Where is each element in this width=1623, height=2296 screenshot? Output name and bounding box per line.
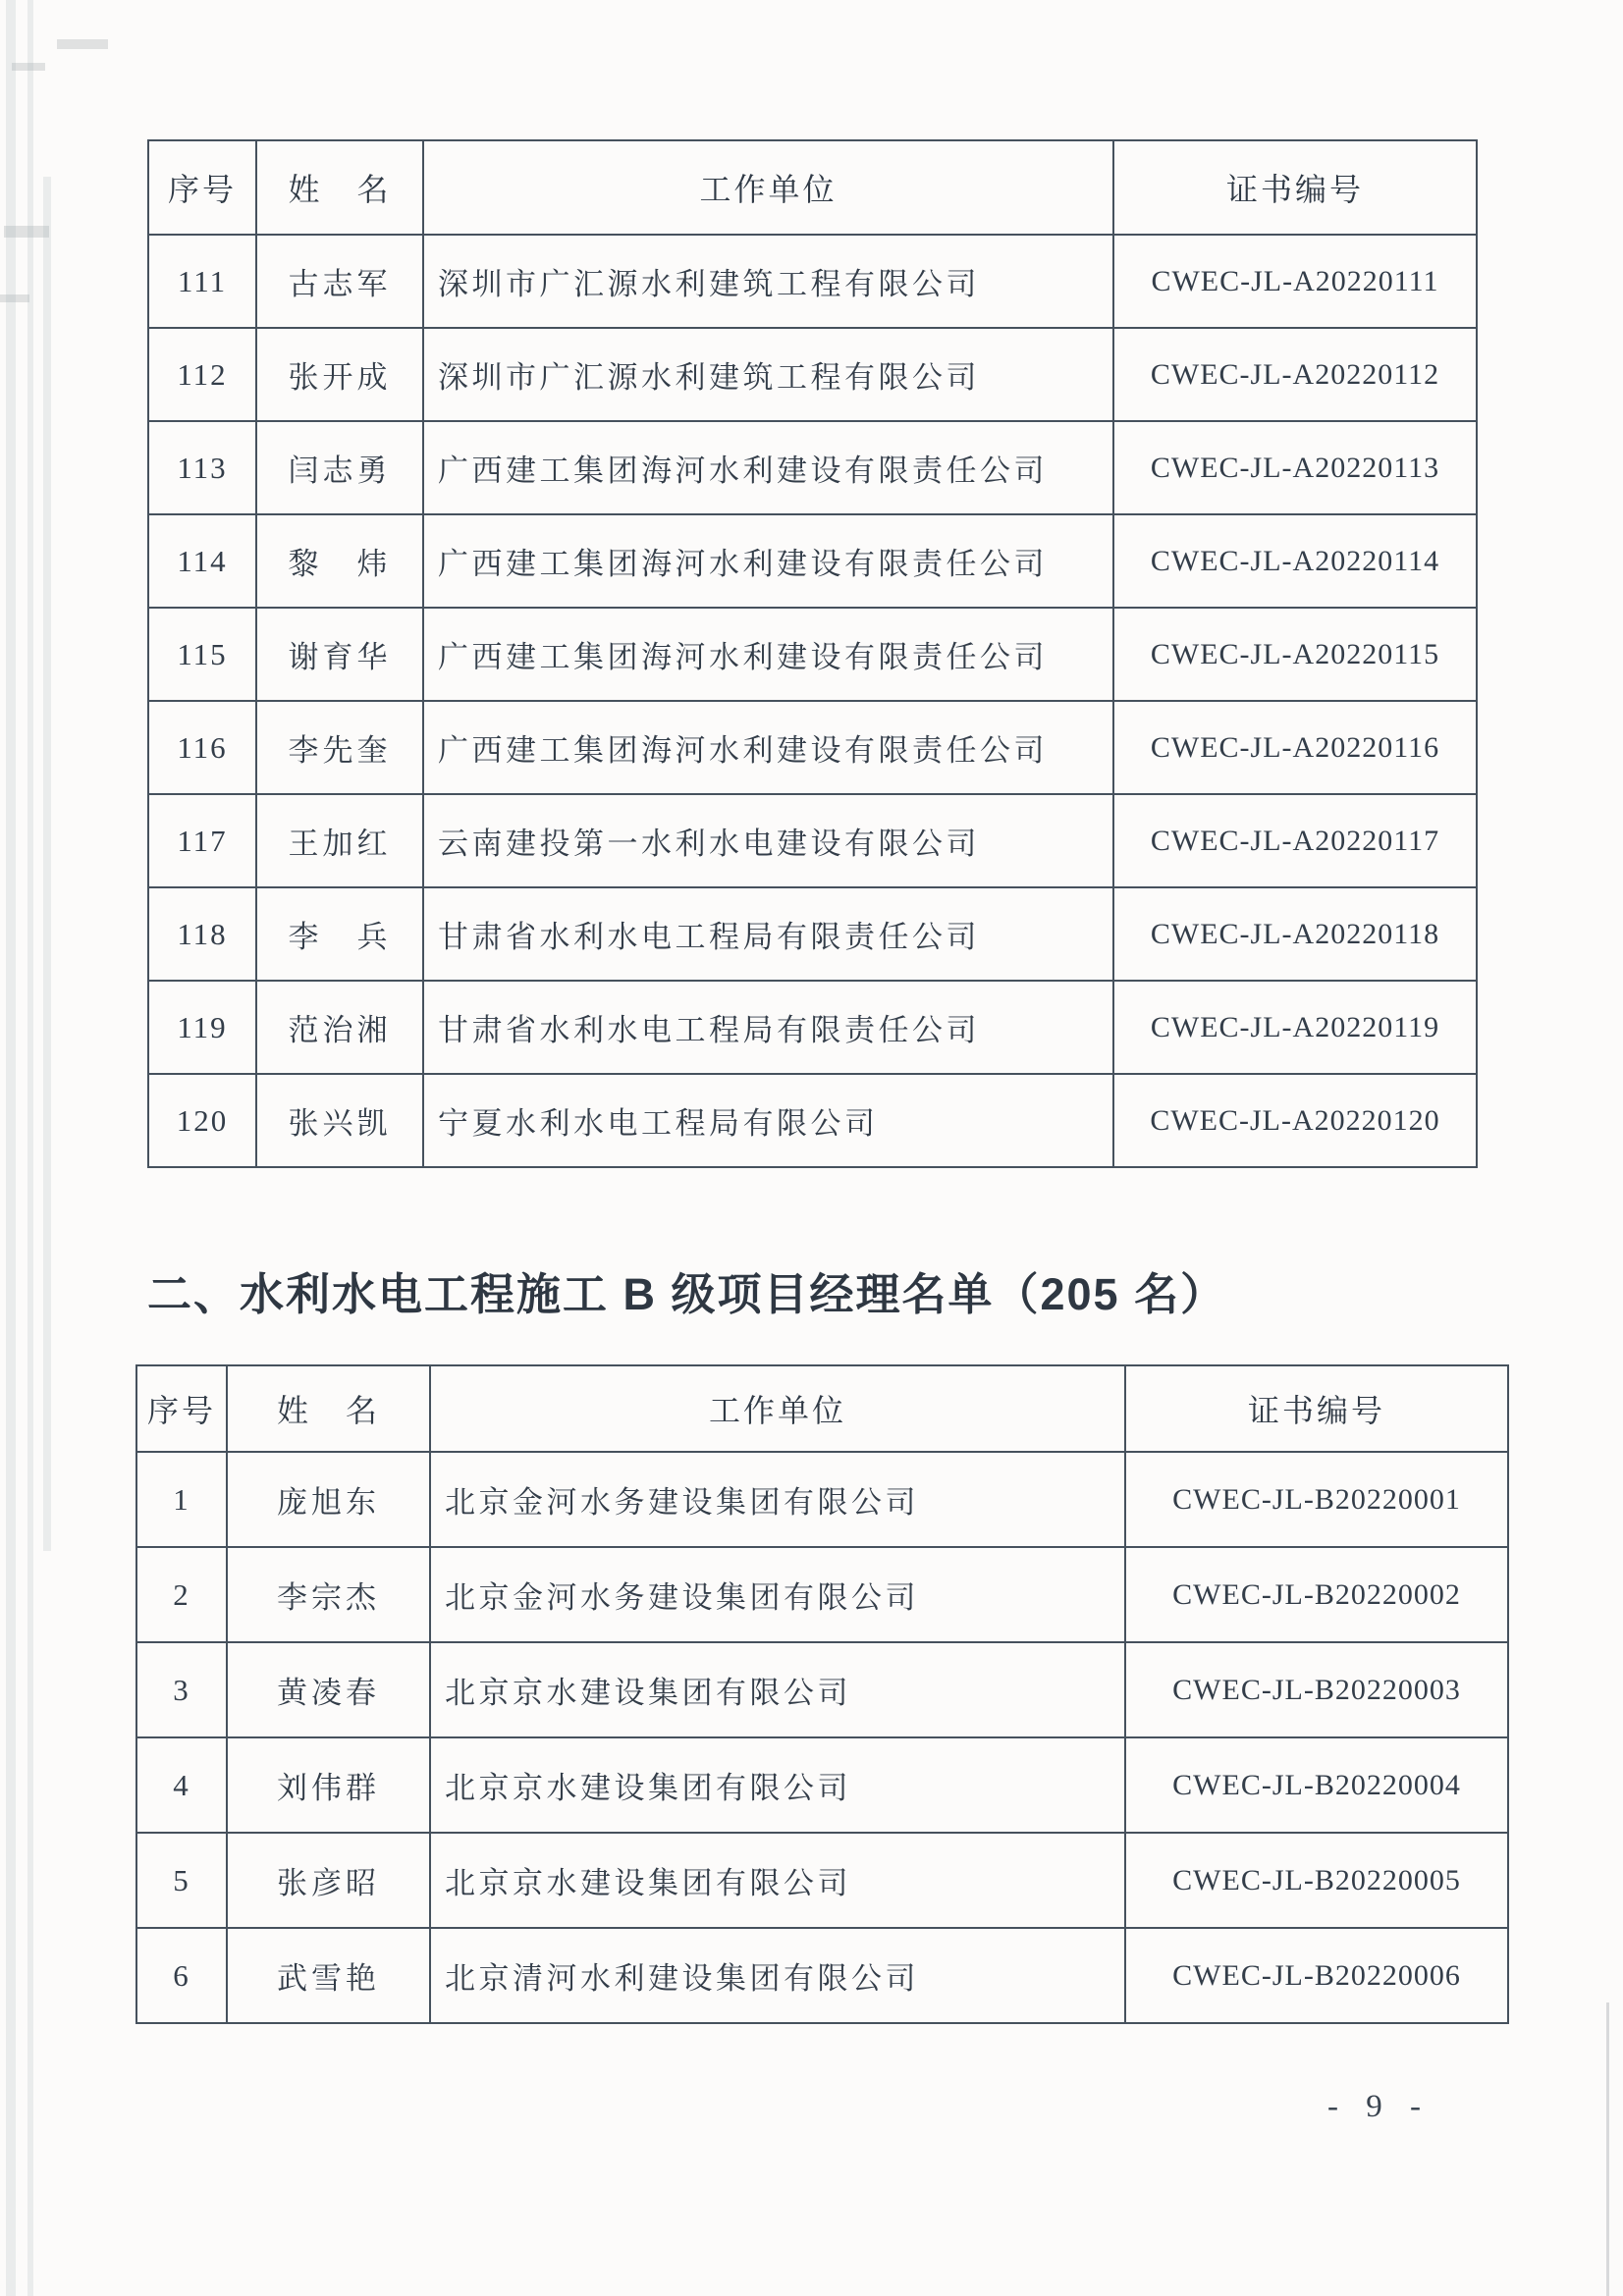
- page-number: - 9 -: [1327, 2089, 1431, 2124]
- table-header-row: [136, 1365, 1508, 1452]
- header-unit: 工作单位: [423, 140, 1113, 235]
- scan-mark: [4, 226, 49, 238]
- table-row: [148, 328, 1477, 421]
- row-no-cell: 113: [148, 421, 256, 514]
- row-cert-cell: CWEC-JL-A20220111: [1113, 235, 1477, 328]
- table-row: [136, 1928, 1508, 2023]
- table-row: [148, 887, 1477, 981]
- row-unit-cell: 北京清河水利建设集团有限公司: [430, 1928, 1125, 2023]
- row-name-cell: 庞旭东: [227, 1452, 430, 1547]
- row-no-cell: 6: [136, 1928, 227, 2023]
- scan-edge-line: [1606, 2002, 1609, 2296]
- scan-streak: [43, 177, 51, 1551]
- row-name-cell: 武雪艳: [227, 1928, 430, 2023]
- row-no-cell: 114: [148, 514, 256, 608]
- table-row: [148, 701, 1477, 794]
- row-name-cell: 古志军: [256, 235, 423, 328]
- row-cert-cell: CWEC-JL-B20220002: [1125, 1547, 1508, 1642]
- scan-mark: [57, 39, 108, 49]
- row-unit-cell: 北京京水建设集团有限公司: [430, 1833, 1125, 1928]
- row-name-cell: 张开成: [256, 328, 423, 421]
- row-unit-cell: 北京京水建设集团有限公司: [430, 1737, 1125, 1833]
- scan-mark: [12, 63, 45, 71]
- row-cert-cell: CWEC-JL-A20220119: [1113, 981, 1477, 1074]
- row-unit-cell: 云南建投第一水利水电建设有限公司: [423, 794, 1113, 887]
- table-row: [148, 514, 1477, 608]
- row-no-cell: 112: [148, 328, 256, 421]
- row-name-cell: 李先奎: [256, 701, 423, 794]
- row-cert-cell: CWEC-JL-A20220117: [1113, 794, 1477, 887]
- header-name: 姓 名: [227, 1365, 430, 1452]
- row-cert-cell: CWEC-JL-A20220115: [1113, 608, 1477, 701]
- table-header-row: [148, 140, 1477, 235]
- row-no-cell: 116: [148, 701, 256, 794]
- table-row: [148, 981, 1477, 1074]
- scan-streak: [27, 0, 33, 2296]
- table-row: [148, 608, 1477, 701]
- row-unit-cell: 广西建工集团海河水利建设有限责任公司: [423, 514, 1113, 608]
- row-no-cell: 4: [136, 1737, 227, 1833]
- row-name-cell: 黎 炜: [256, 514, 423, 608]
- row-no-cell: 2: [136, 1547, 227, 1642]
- row-unit-cell: 广西建工集团海河水利建设有限责任公司: [423, 608, 1113, 701]
- grade-b-manager-table: [135, 1364, 1509, 2024]
- row-cert-cell: CWEC-JL-A20220118: [1113, 887, 1477, 981]
- row-name-cell: 谢育华: [256, 608, 423, 701]
- table-row: [136, 1737, 1508, 1833]
- header-unit: 工作单位: [430, 1365, 1125, 1452]
- row-name-cell: 范治湘: [256, 981, 423, 1074]
- header-cert: 证书编号: [1125, 1365, 1508, 1452]
- row-unit-cell: 北京京水建设集团有限公司: [430, 1642, 1125, 1737]
- row-no-cell: 1: [136, 1452, 227, 1547]
- table-row: [148, 235, 1477, 328]
- table-row: [148, 421, 1477, 514]
- scan-streak: [6, 0, 16, 2296]
- row-unit-cell: 广西建工集团海河水利建设有限责任公司: [423, 701, 1113, 794]
- table-row: [148, 1074, 1477, 1167]
- row-cert-cell: CWEC-JL-B20220006: [1125, 1928, 1508, 2023]
- table-row: [136, 1833, 1508, 1928]
- row-unit-cell: 宁夏水利水电工程局有限公司: [423, 1074, 1113, 1167]
- table-row: [136, 1642, 1508, 1737]
- row-name-cell: 张兴凯: [256, 1074, 423, 1167]
- row-name-cell: 李 兵: [256, 887, 423, 981]
- row-name-cell: 张彦昭: [227, 1833, 430, 1928]
- row-cert-cell: CWEC-JL-B20220004: [1125, 1737, 1508, 1833]
- row-cert-cell: CWEC-JL-A20220113: [1113, 421, 1477, 514]
- row-no-cell: 119: [148, 981, 256, 1074]
- header-name: 姓 名: [256, 140, 423, 235]
- row-no-cell: 120: [148, 1074, 256, 1167]
- row-unit-cell: 广西建工集团海河水利建设有限责任公司: [423, 421, 1113, 514]
- row-no-cell: 111: [148, 235, 256, 328]
- row-unit-cell: 甘肃省水利水电工程局有限责任公司: [423, 887, 1113, 981]
- row-no-cell: 118: [148, 887, 256, 981]
- row-cert-cell: CWEC-JL-B20220003: [1125, 1642, 1508, 1737]
- row-name-cell: 王加红: [256, 794, 423, 887]
- row-unit-cell: 北京金河水务建设集团有限公司: [430, 1547, 1125, 1642]
- row-name-cell: 刘伟群: [227, 1737, 430, 1833]
- row-no-cell: 5: [136, 1833, 227, 1928]
- row-unit-cell: 深圳市广汇源水利建筑工程有限公司: [423, 328, 1113, 421]
- row-cert-cell: CWEC-JL-A20220114: [1113, 514, 1477, 608]
- row-name-cell: 黄凌春: [227, 1642, 430, 1737]
- row-unit-cell: 深圳市广汇源水利建筑工程有限公司: [423, 235, 1113, 328]
- header-cert: 证书编号: [1113, 140, 1477, 235]
- row-cert-cell: CWEC-JL-B20220001: [1125, 1452, 1508, 1547]
- row-cert-cell: CWEC-JL-B20220005: [1125, 1833, 1508, 1928]
- scan-mark: [0, 294, 29, 302]
- row-name-cell: 李宗杰: [227, 1547, 430, 1642]
- table-row: [148, 794, 1477, 887]
- section-title: 二、水利水电工程施工 B 级项目经理名单（205 名）: [147, 1269, 1227, 1319]
- row-no-cell: 117: [148, 794, 256, 887]
- header-no: 序号: [148, 140, 256, 235]
- row-no-cell: 115: [148, 608, 256, 701]
- row-name-cell: 闫志勇: [256, 421, 423, 514]
- row-cert-cell: CWEC-JL-A20220116: [1113, 701, 1477, 794]
- header-no: 序号: [136, 1365, 227, 1452]
- table-row: [136, 1452, 1508, 1547]
- row-no-cell: 3: [136, 1642, 227, 1737]
- row-cert-cell: CWEC-JL-A20220120: [1113, 1074, 1477, 1167]
- row-unit-cell: 甘肃省水利水电工程局有限责任公司: [423, 981, 1113, 1074]
- grade-a-manager-table: [147, 139, 1478, 1168]
- row-unit-cell: 北京金河水务建设集团有限公司: [430, 1452, 1125, 1547]
- table-row: [136, 1547, 1508, 1642]
- row-cert-cell: CWEC-JL-A20220112: [1113, 328, 1477, 421]
